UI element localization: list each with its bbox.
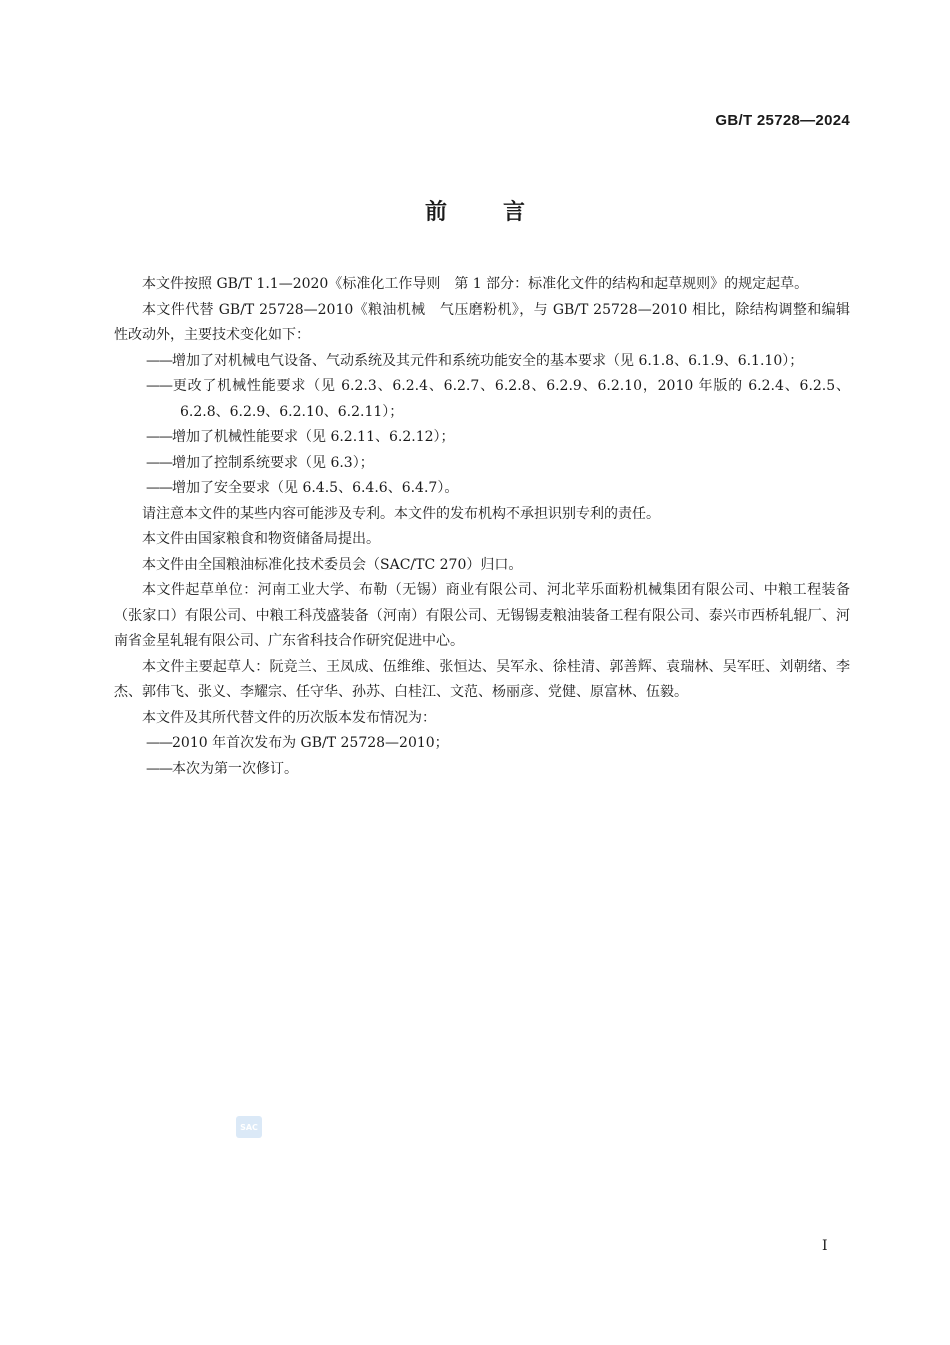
- list-item: [114, 374, 850, 425]
- paragraph-drafting-rules: 本文件按照 GB/T 1.1—2020《标准化工作导则 第 1 部分：标准化文件的结构和起草规则》的规定起草。: [142, 276, 809, 292]
- paragraph-replacement: 本文件代替 GB/T 25728—2010《粮油机械 气压磨粉机》，与 GB/T 25728—2010 相比，除结构调整和编辑性改动外，主要技术变化如下：: [114, 301, 850, 343]
- list-item-text: 更改了机械性能要求（见 6.2.3、6.2.4、6.2.7、6.2.8、6.2.9、6.2.10，2010 年版的 6.2.4、6.2.5、6.2.8、6.2.9、6.2.10、6.2.11）；: [172, 378, 850, 420]
- list-item-text: 增加了机械性能要求（见 6.2.11、6.2.12）；: [172, 429, 455, 445]
- paragraph-drafters: 本文件主要起草人：阮竞兰、王凤成、伍维维、张恒达、吴军永、徐桂清、郭善辉、袁瑞林、吴军旺、刘朝绪、李杰、郭伟飞、张义、李耀宗、任守华、孙苏、白桂江、文范、杨丽彦、党健、原富林、伍毅。: [114, 658, 850, 700]
- list-item: [114, 476, 850, 502]
- list-item-text: 增加了安全要求（见 6.4.5、6.4.6、6.4.7）。: [172, 480, 459, 496]
- dash-mark: ——: [146, 429, 172, 445]
- page-title: 前言: [424, 199, 581, 225]
- list-item-text: 2010 年首次发布为 GB/T 25728—2010；: [172, 735, 449, 751]
- dash-mark: ——: [146, 454, 172, 471]
- paragraph-committee: 本文件由全国粮油标准化技术委员会（SAC/TC 270）归口。: [142, 556, 523, 573]
- standard-code: GB/T 25728—2024: [715, 112, 850, 129]
- dash-mark: ——: [146, 735, 172, 751]
- list-item-text: 本次为第一次修订。: [172, 760, 298, 777]
- paragraph-patent-notice: 请注意本文件的某些内容可能涉及专利。本文件的发布机构不承担识别专利的责任。: [142, 505, 660, 522]
- dash-mark: ——: [146, 378, 172, 394]
- paragraph-proposer: 本文件由国家粮食和物资储备局提出。: [142, 531, 380, 547]
- dash-mark: ——: [146, 760, 172, 777]
- list-item: [114, 425, 850, 451]
- dash-mark: ——: [146, 480, 172, 496]
- list-item: [114, 757, 850, 783]
- sac-watermark-logo: SAC: [236, 1116, 262, 1138]
- dash-mark: ——: [146, 352, 172, 369]
- list-item-text: 增加了对机械电气设备、气动系统及其元件和系统功能安全的基本要求（见 6.1.8、6.1.9、6.1.10）；: [172, 352, 804, 369]
- page-number: Ⅰ: [822, 1238, 828, 1254]
- list-item: [114, 349, 850, 375]
- paragraph-history: 本文件及其所代替文件的历次版本发布情况为：: [142, 709, 436, 726]
- list-item: [114, 731, 850, 757]
- document-body: [114, 272, 850, 782]
- list-item: [114, 451, 850, 477]
- list-item-text: 增加了控制系统要求（见 6.3）；: [172, 454, 374, 471]
- paragraph-drafting-units: 本文件起草单位：河南工业大学、布勒（无锡）商业有限公司、河北苹乐面粉机械集团有限公司、中粮工程装备（张家口）有限公司、中粮工科茂盛装备（河南）有限公司、无锡锡麦粮油装备工程有限公司、泰兴市西桥轧辊厂、河南省金星轧辊有限公司、广东省科技合作研究促进中心。: [114, 582, 850, 649]
